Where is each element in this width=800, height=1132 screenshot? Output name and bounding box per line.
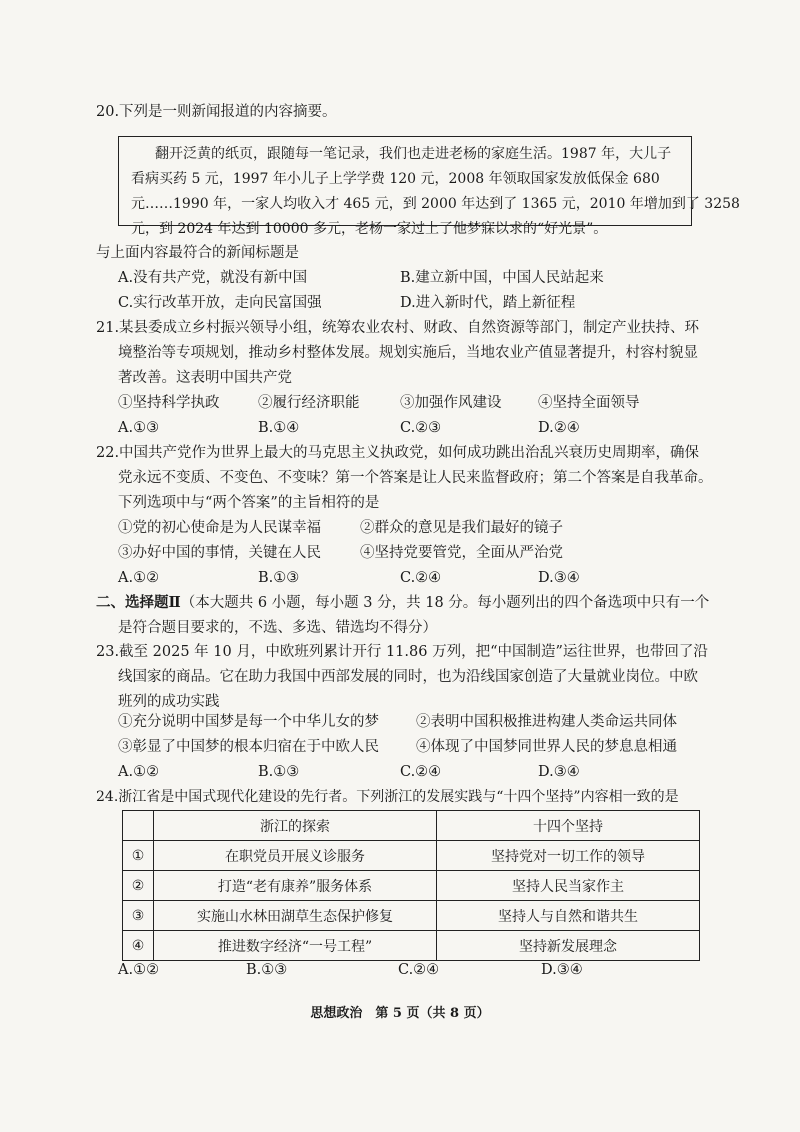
question-22-options [118,516,718,591]
table-cell: ④ [123,931,154,961]
table-row [123,841,700,871]
answer-option: A.①② [118,764,160,780]
answer-option: D.③④ [541,962,583,978]
question-20-stem [96,100,708,125]
answer-option: D.②④ [538,420,580,436]
statement: ④体现了中国梦同世界人民的梦息息相通 [416,739,677,755]
question-20-options [118,266,718,316]
section-instructions: （本大题共 6 小题，每小题 3 分，共 18 分。每小题列出的四个备选项中只有一个 [180,595,710,611]
statement: ③办好中国的事情，关键在人民 [118,545,321,561]
option-c: C.实行改革开放，走向民富国强 [118,295,322,311]
option-b: B.建立新中国，中国人民站起来 [400,270,604,286]
option-a: A.没有共产党，就没有新中国 [118,270,308,286]
answer-option: C.②④ [400,764,442,780]
question-24-options [118,958,718,983]
table-cell: 坚持人与自然和谐共生 [437,901,700,931]
statement: ①党的初心使命是为人民谋幸福 [118,520,321,536]
answer-option: A.①② [118,962,160,978]
question-21-stem: 21.某县委成立乡村振兴领导小组，统筹农业农村、财政、自然资源等部门，制定产业扶持、环 境整治等专项规划，推动乡村整体发展。规划实施后，当地农业产值显著提升，村容村貌显 著改善。这表明中国共产党 [96,320,700,386]
statement: ①充分说明中国梦是每一个中华儿女的梦 [118,714,379,730]
table-cell: ③ [123,901,154,931]
table-row [123,931,700,961]
table-header-row [123,811,700,841]
table-header-cell [123,811,154,841]
statement: ④坚持党要管党，全面从严治党 [360,545,563,561]
table-cell: 在职党员开展义诊服务 [154,841,437,871]
table-header-cell: 十四个坚持 [437,811,700,841]
answer-option: C.②③ [400,420,442,436]
question-24-stem: 24.浙江省是中国式现代化建设的先行者。下列浙江的发展实践与“十四个坚持”内容相一致的是 [96,789,679,805]
statement: ④坚持全面领导 [538,395,640,411]
section-instructions: 是符合题目要求的，不选、多选、错选均不得分） [118,620,437,636]
statement: ①坚持科学执政 [118,395,220,411]
question-23-stem: 23.截至 2025 年 10 月，中欧班列累计开行 11.86 万列，把“中国制造”运往世界，也带回了沿 线国家的商品。它在助力我国中西部发展的同时，也为沿线国家创造了大量就业岗位。中欧 班列的成功实践 [96,644,708,710]
table-cell: ② [123,871,154,901]
answer-option: D.③④ [538,764,580,780]
table-cell: ① [123,841,154,871]
news-excerpt-box [118,136,740,237]
excerpt-line: 元……1990 年，一家人均收入才 465 元，到 2000 年达到了 1365 元，2010 年增加到了 3258 [131,196,740,212]
answer-option: B.①③ [246,962,288,978]
table-row [123,871,700,901]
answer-option: B.①④ [258,420,300,436]
statement: ③彰显了中国梦的根本归宿在于中欧人民 [118,739,379,755]
table-row [123,901,700,931]
statement: ②群众的意见是我们最好的镜子 [360,520,563,536]
question-text: 20.下列是一则新闻报道的内容摘要。 [96,104,337,120]
section-2-header [96,590,708,641]
question-22-stem: 22.中国共产党作为世界上最大的马克思主义执政党，如何成功跳出治乱兴衰历史周期率，确保 党永远不变质、不变色、不变味？第一个答案是让人民来监督政府；第二个答案是自我革命。 下列选项中与“两个答案”的主旨相符的是 [96,445,713,511]
table-cell: 坚持党对一切工作的领导 [437,841,700,871]
statement: ②履行经济职能 [258,395,360,411]
section-title: 二、选择题Ⅱ [96,594,181,611]
answer-option: B.①③ [258,764,300,780]
table-cell: 坚持新发展理念 [437,931,700,961]
answer-option: C.②④ [398,962,440,978]
excerpt-line: 元，到 2024 年达到 10000 多元，老杨一家过上了他梦寐以求的“好光景”。 [131,221,608,237]
page-footer: 思想政治 第 5 页（共 8 页） [310,1006,490,1021]
table-cell: 实施山水林田湖草生态保护修复 [154,901,437,931]
excerpt-line: 看病买药 5 元，1997 年小儿子上学学费 120 元，2008 年领取国家发放低保金 680 [131,171,660,187]
table-header-cell: 浙江的探索 [154,811,437,841]
excerpt-line: 翻开泛黄的纸页，跟随每一笔记录，我们也走进老杨的家庭生活。1987 年，大儿子 [155,146,672,162]
statement: ②表明中国积极推进构建人类命运共同体 [416,714,677,730]
comparison-table [122,810,700,961]
question-20-prompt: 与上面内容最符合的新闻标题是 [96,245,299,261]
answer-option: C.②④ [400,570,442,586]
question-23-options [118,710,718,785]
statement: ③加强作风建设 [400,395,502,411]
table-cell: 推进数字经济“一号工程” [154,931,437,961]
answer-option: A.①② [118,570,160,586]
table-cell: 打造“老有康养”服务体系 [154,871,437,901]
answer-option: D.③④ [538,570,580,586]
question-21-options [118,391,718,441]
table-cell: 坚持人民当家作主 [437,871,700,901]
option-d: D.进入新时代，踏上新征程 [400,295,576,311]
answer-option: B.①③ [258,570,300,586]
answer-option: A.①③ [118,420,160,436]
